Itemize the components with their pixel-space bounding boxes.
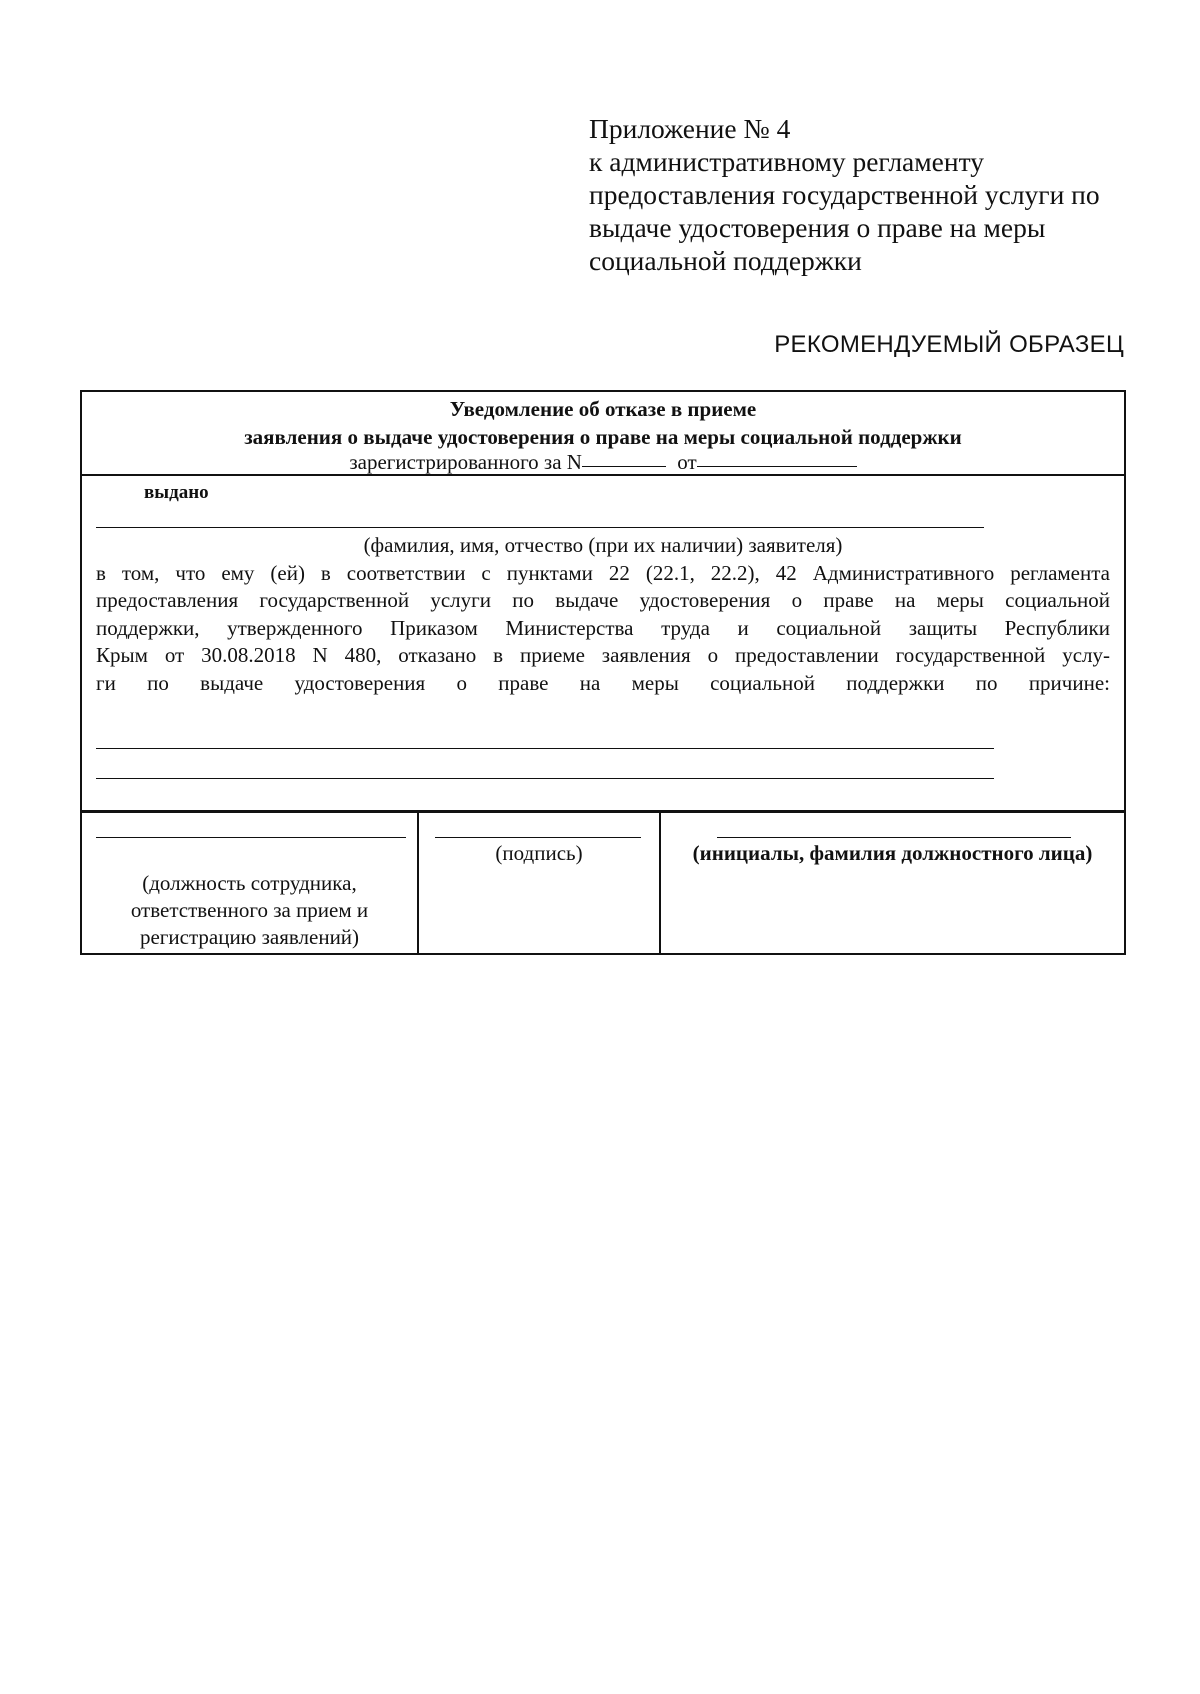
position-caption-line: ответственного за прием и xyxy=(130,898,369,922)
registration-line xyxy=(82,449,1124,475)
registered-from: от xyxy=(677,450,697,474)
signature-caption: (подпись) xyxy=(495,841,583,865)
sample-label: РЕКОМЕНДУЕМЫЙ ОБРАЗЕЦ xyxy=(774,331,1124,358)
position-field[interactable] xyxy=(96,837,406,838)
paragraph-line: Крым от 30.08.2018 N 480, отказано в приеме заявления о предоставлении государственной услу- xyxy=(96,643,1110,668)
signature-row xyxy=(82,810,1124,953)
form-header xyxy=(82,392,1124,476)
reason-field-line-1[interactable] xyxy=(96,748,994,749)
form-subtitle: заявления о выдаче удостоверения о праве на меры социальной поддержки xyxy=(244,425,962,449)
appendix-line: предоставления государственной услуги по xyxy=(589,179,1100,210)
refusal-paragraph xyxy=(96,560,1110,697)
appendix-header xyxy=(589,112,1149,277)
signature-column xyxy=(419,813,661,953)
paragraph-line: в том, что ему (ей) в соответствии с пунктами 22 (22.1, 22.2), 42 Административного регламента xyxy=(96,561,1110,585)
position-caption-line: (должность сотрудника, xyxy=(142,871,357,895)
registered-prefix: зарегистрированного за N xyxy=(349,450,582,474)
reason-field-line-2[interactable] xyxy=(96,778,994,779)
issued-label: выдано xyxy=(144,482,209,503)
form-body xyxy=(82,476,1124,801)
position-column xyxy=(82,813,419,953)
signature-field[interactable] xyxy=(435,837,641,838)
paragraph-line: ги по выдаче удостоверения о праве на меры социальной поддержки по причине: xyxy=(96,670,1110,695)
applicant-name-field[interactable] xyxy=(96,527,984,528)
form-title: Уведомление об отказе в приеме xyxy=(449,397,757,421)
appendix-line: к административному регламенту xyxy=(589,146,984,177)
applicant-name-caption: (фамилия, имя, отчество (при их наличии) заявителя) xyxy=(363,533,843,557)
paragraph-line: предоставления государственной услуги по выдаче удостоверения о праве на меры социальной xyxy=(96,588,1110,613)
initials-field[interactable] xyxy=(717,837,1071,838)
registration-number-field[interactable] xyxy=(582,465,666,467)
appendix-line: социальной поддержки xyxy=(589,245,862,276)
initials-column xyxy=(661,813,1124,953)
paragraph-line: поддержки, утвержденного Приказом Министерства труда и социальной защиты Республики xyxy=(96,615,1110,640)
appendix-line: выдаче удостоверения о праве на меры xyxy=(589,212,1046,243)
position-caption xyxy=(82,870,417,951)
initials-caption: (инициалы, фамилия должностного лица) xyxy=(692,841,1093,865)
registration-date-field[interactable] xyxy=(697,465,857,467)
appendix-line: Приложение № 4 xyxy=(589,113,791,144)
notification-form xyxy=(80,390,1126,955)
position-caption-line: регистрацию заявлений) xyxy=(139,925,360,949)
